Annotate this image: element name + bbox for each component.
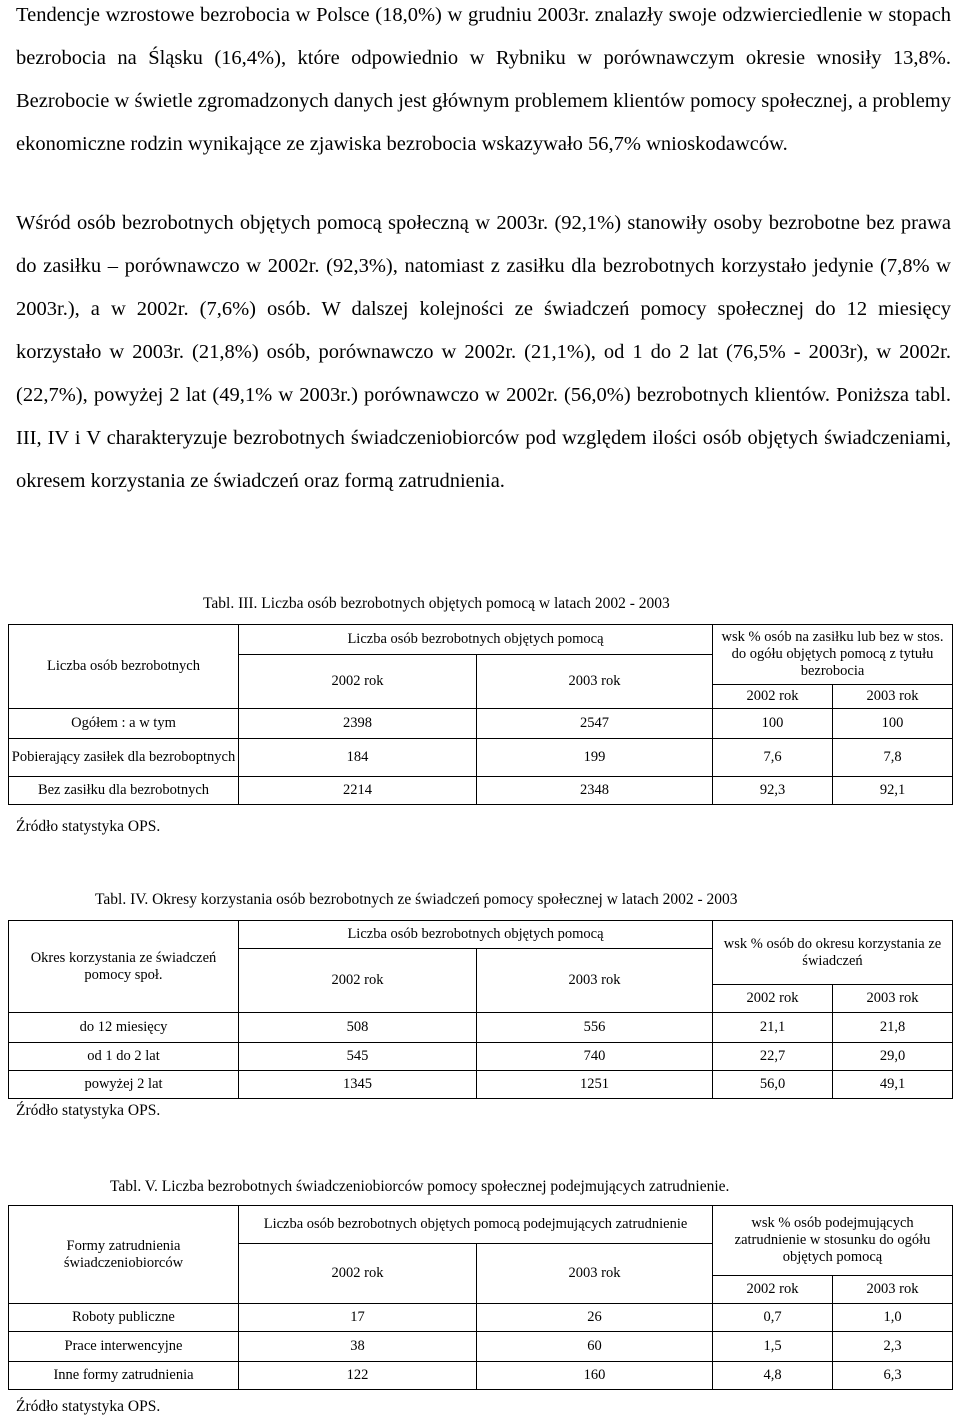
table5-cell: 38 bbox=[239, 1332, 477, 1362]
table4-cell: 508 bbox=[239, 1013, 477, 1043]
table3-caption: Tabl. III. Liczba osób bezrobotnych objętych pomocą w latach 2002 - 2003 bbox=[203, 595, 670, 612]
table4-head-mid: Liczba osób bezrobotnych objętych pomocą bbox=[239, 921, 713, 949]
table3-cell: 199 bbox=[477, 739, 713, 777]
table3-cell: 92,1 bbox=[833, 777, 953, 805]
table4-cell: 29,0 bbox=[833, 1043, 953, 1071]
table5-head-right: wsk % osób podejmujących zatrudnienie w stosunku do ogółu objętych pomocą bbox=[713, 1206, 953, 1276]
table-row bbox=[9, 1071, 953, 1099]
table3-year: 2003 rok bbox=[477, 655, 713, 709]
table-row bbox=[9, 1332, 953, 1362]
table4-cell: 49,1 bbox=[833, 1071, 953, 1099]
table3-year: 2002 rok bbox=[713, 685, 833, 709]
table3-cell: 184 bbox=[239, 739, 477, 777]
table3-year: 2002 rok bbox=[239, 655, 477, 709]
table3-row-label: Pobierający zasiłek dla bezroboptnych bbox=[9, 739, 239, 777]
table4-head-left: Okres korzystania ze świadczeń pomocy społ. bbox=[9, 921, 239, 1013]
table-row bbox=[9, 1043, 953, 1071]
table4-year: 2002 rok bbox=[239, 949, 477, 1013]
table4-year: 2002 rok bbox=[713, 985, 833, 1013]
table-row bbox=[9, 739, 953, 777]
table5-caption: Tabl. V. Liczba bezrobotnych świadczeniobiorców pomocy społecznej podejmujących zatrudnienie. bbox=[110, 1178, 730, 1195]
table5-cell: 4,8 bbox=[713, 1362, 833, 1390]
table-row bbox=[9, 1013, 953, 1043]
paragraph-intro: Tendencje wzrostowe bezrobocia w Polsce (18,0%) w grudniu 2003r. znalazły swoje odzwierciedlenie w stopach bezrobocia na Śląsku (16,4%), które odpowiednio w Rybniku w porównawczym okresie wnosiły 13,8%. Bezrobocie w świetle zgromadzonych danych jest głównym problemem klientów pomocy społecznej, a problemy ekonomiczne rodzin wynikające ze zjawiska bezrobocia wskazywało 56,7% wnioskodawców. bbox=[16, 4, 951, 155]
table5-year: 2003 rok bbox=[477, 1244, 713, 1304]
table5-source: Źródło statystyka OPS. bbox=[16, 1398, 161, 1415]
table3-cell: 2398 bbox=[239, 709, 477, 739]
table3-head-right: wsk % osób na zasiłku lub bez w stos. do ogółu objętych pomocą z tytułu bezrobocia bbox=[713, 625, 953, 685]
table5-head-mid: Liczba osób bezrobotnych objętych pomocą podejmujących zatrudnienie bbox=[239, 1206, 713, 1244]
table3 bbox=[8, 624, 953, 805]
table4-year: 2003 rok bbox=[477, 949, 713, 1013]
table5-cell: 60 bbox=[477, 1332, 713, 1362]
table3-cell: 2214 bbox=[239, 777, 477, 805]
table4-caption: Tabl. IV. Okresy korzystania osób bezrobotnych ze świadczeń pomocy społecznej w latach 2002 - 2003 bbox=[95, 891, 738, 908]
table4-year: 2003 rok bbox=[833, 985, 953, 1013]
table3-row-label: Bez zasiłku dla bezrobotnych bbox=[9, 777, 239, 805]
table3-source: Źródło statystyka OPS. bbox=[16, 818, 161, 835]
table4-row-label: od 1 do 2 lat bbox=[9, 1043, 239, 1071]
table4-cell: 545 bbox=[239, 1043, 477, 1071]
table5-cell: 160 bbox=[477, 1362, 713, 1390]
table5-row-label: Roboty publiczne bbox=[9, 1304, 239, 1332]
table5-cell: 2,3 bbox=[833, 1332, 953, 1362]
table4-cell: 22,7 bbox=[713, 1043, 833, 1071]
table-row bbox=[9, 709, 953, 739]
paragraph-analysis: Wśród osób bezrobotnych objętych pomocą społeczną w 2003r. (92,1%) stanowiły osoby bezrobotne bez prawa do zasiłku – porównawczo w 2002r. (92,3%), natomiast z zasiłku dla bezrobotnych korzystało jedynie (7,8% w 2003r.), a w 2002r. (7,6%) osób. W dalszej kolejności ze świadczeń pomocy społecznej do 12 miesięcy korzystało w 2003r. (21,8%) osób, porównawczo w 2002r. (21,1%), od 1 do 2 lat (76,5% - 2003r), w 2002r. (22,7%), powyżej 2 lat (49,1% w 2003r.) porównawczo w 2002r. (56,0%) bezrobotnych klientów. Poniższa tabl. III, IV i V charakteryzuje bezrobotnych świadczeniobiorców pod względem ilości osób objętych świadczeniami, okresem korzystania ze świadczeń oraz formą zatrudnienia. bbox=[16, 212, 951, 492]
table5-year: 2003 rok bbox=[833, 1276, 953, 1304]
table5-cell: 122 bbox=[239, 1362, 477, 1390]
table3-cell: 7,8 bbox=[833, 739, 953, 777]
table4-cell: 21,8 bbox=[833, 1013, 953, 1043]
table-row bbox=[9, 1304, 953, 1332]
table-row bbox=[9, 777, 953, 805]
table3-cell: 100 bbox=[713, 709, 833, 739]
table5-head-left: Formy zatrudnienia świadczeniobiorców bbox=[9, 1206, 239, 1304]
table4-cell: 556 bbox=[477, 1013, 713, 1043]
table3-row-label: Ogółem : a w tym bbox=[9, 709, 239, 739]
table5-cell: 0,7 bbox=[713, 1304, 833, 1332]
table3-head-mid: Liczba osób bezrobotnych objętych pomocą bbox=[239, 625, 713, 655]
table3-cell: 2348 bbox=[477, 777, 713, 805]
table3-cell: 2547 bbox=[477, 709, 713, 739]
table3-year: 2003 rok bbox=[833, 685, 953, 709]
table5-year: 2002 rok bbox=[239, 1244, 477, 1304]
table3-cell: 92,3 bbox=[713, 777, 833, 805]
table5-row-label: Inne formy zatrudnienia bbox=[9, 1362, 239, 1390]
table5 bbox=[8, 1205, 953, 1390]
table5-cell: 1,0 bbox=[833, 1304, 953, 1332]
table4-cell: 21,1 bbox=[713, 1013, 833, 1043]
table4-cell: 56,0 bbox=[713, 1071, 833, 1099]
table-row bbox=[9, 1362, 953, 1390]
table4-head-right: wsk % osób do okresu korzystania ze świadczeń bbox=[713, 921, 953, 985]
table4-cell: 740 bbox=[477, 1043, 713, 1071]
table5-year: 2002 rok bbox=[713, 1276, 833, 1304]
table5-cell: 26 bbox=[477, 1304, 713, 1332]
table4-row-label: do 12 miesięcy bbox=[9, 1013, 239, 1043]
table3-cell: 7,6 bbox=[713, 739, 833, 777]
table3-cell: 100 bbox=[833, 709, 953, 739]
table5-cell: 17 bbox=[239, 1304, 477, 1332]
table4-cell: 1345 bbox=[239, 1071, 477, 1099]
table3-head-left: Liczba osób bezrobotnych bbox=[9, 625, 239, 709]
table5-row-label: Prace interwencyjne bbox=[9, 1332, 239, 1362]
table4-source: Źródło statystyka OPS. bbox=[16, 1102, 161, 1119]
table5-cell: 1,5 bbox=[713, 1332, 833, 1362]
table5-cell: 6,3 bbox=[833, 1362, 953, 1390]
table4-cell: 1251 bbox=[477, 1071, 713, 1099]
table4-row-label: powyżej 2 lat bbox=[9, 1071, 239, 1099]
table4 bbox=[8, 920, 953, 1099]
